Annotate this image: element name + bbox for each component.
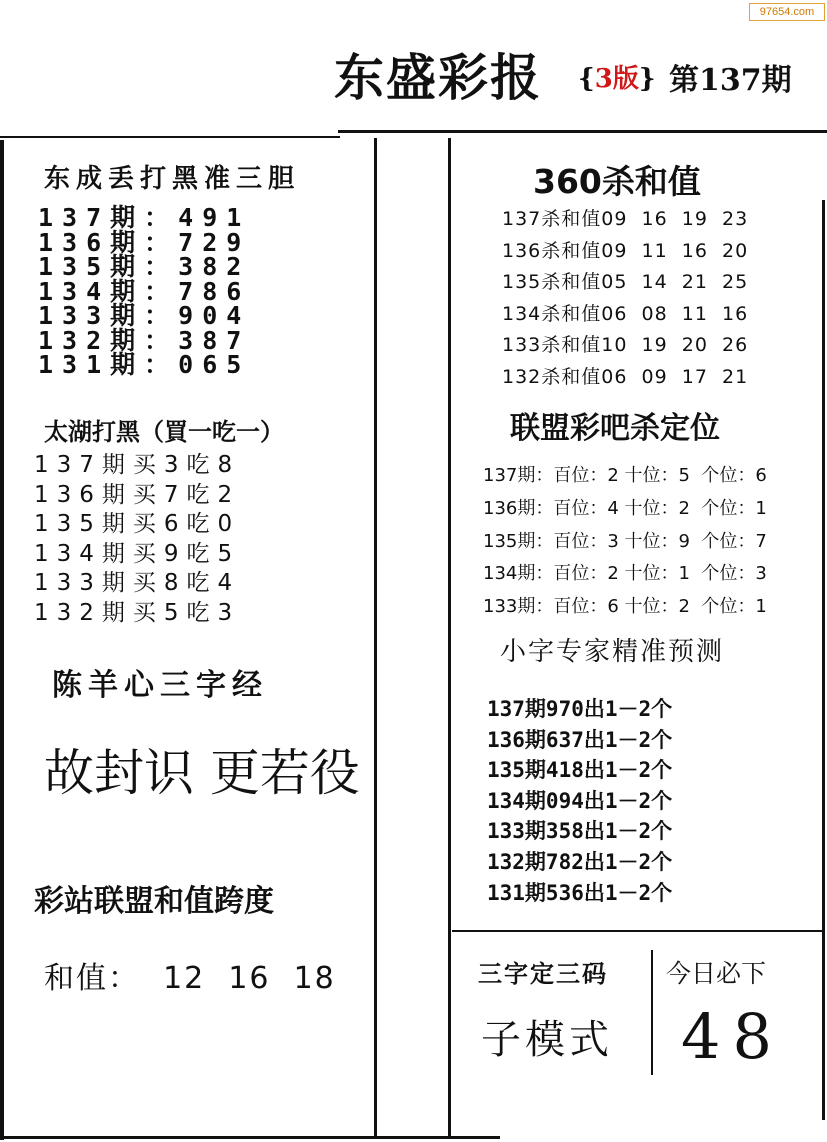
list-item: 134杀和值06 08 11 16 [502, 302, 749, 325]
list-item: 132期782出1－2个 [487, 849, 673, 874]
edition-brace-close: } [638, 64, 656, 94]
right-sec4-pick: 48 [681, 1000, 784, 1073]
right-sec2-title: 联盟彩吧杀定位 [510, 411, 720, 446]
edition-label [578, 58, 656, 95]
list-item: 131期536出1－2个 [487, 880, 673, 905]
list-item: 133期：百位：6 十位：2 个位：1 [483, 596, 767, 618]
list-item: 135期买6吃0 [34, 511, 241, 537]
left-sec2-list [34, 451, 240, 628]
list-item: 137期：491 [38, 203, 251, 232]
right-sec1-title: 360杀和值 [533, 162, 701, 201]
list-item: 137期970出1－2个 [487, 697, 673, 721]
list-item: 135期：百位：3 十位：9 个位：7 [483, 530, 767, 552]
list-item: 132期买5吃3 [34, 599, 241, 626]
list-item: 134期买9吃5 [34, 540, 241, 567]
column-divider-left [374, 138, 377, 1138]
list-item: 136期买7吃2 [34, 481, 241, 508]
right-sec4-title: 三字定三码 [478, 960, 608, 988]
list-item: 133杀和值10 19 20 26 [502, 334, 749, 357]
left-sec1-title: 东成丢打黑准三胆 [44, 164, 301, 194]
left-sec3-title: 陈羊心三字经 [52, 668, 268, 703]
list-item: 135期418出1－2个 [487, 758, 673, 783]
final-box-divider [651, 950, 653, 1075]
list-item: 137杀和值09 16 19 23 [502, 208, 749, 230]
list-item: 133期买8吃4 [34, 570, 241, 596]
right-bottom-rule [452, 930, 824, 932]
list-item: 131期：065 [38, 350, 251, 379]
list-item: 136期：729 [38, 227, 251, 257]
bottom-rule [0, 1136, 500, 1139]
list-item: 134期094出1－2个 [487, 788, 673, 813]
right-sec3-list [487, 694, 672, 908]
list-item: 137期买3吃8 [34, 452, 241, 478]
right-sec1-list [502, 204, 748, 394]
list-item: 135杀和值05 14 21 25 [502, 271, 749, 294]
list-item: 133期：904 [38, 301, 251, 330]
newspaper-title: 东盛彩报 [334, 49, 542, 107]
left-border [0, 140, 4, 1140]
site-watermark: 97654.com [749, 3, 825, 21]
list-item: 132杀和值06 09 17 21 [502, 365, 749, 388]
left-sec2-title: 太湖打黑（買一吃一） [44, 418, 284, 446]
list-item: 137期：百位：2 十位：5 个位：6 [483, 465, 767, 486]
frame-top-left [0, 136, 340, 138]
left-sec4-line: 和值： 12 16 18 [44, 961, 336, 996]
left-sec1-list [38, 203, 251, 379]
list-item: 136期637出1－2个 [487, 727, 673, 752]
right-sec4-title2: 今日必下 [666, 959, 767, 988]
edition-number: 3版 [594, 64, 639, 94]
edition-brace-open: { [578, 64, 595, 94]
left-sec4-title: 彩站联盟和值跨度 [34, 884, 274, 919]
right-sec4-sub: 子模式 [481, 1017, 613, 1063]
header-rule [338, 130, 827, 133]
list-item: 135期：382 [38, 252, 251, 281]
list-item: 136期：百位：4 十位：2 个位：1 [483, 497, 767, 519]
left-sec3-verse: 故封识 更若役 [44, 744, 360, 802]
list-item: 134期：786 [38, 276, 251, 306]
list-item: 136杀和值09 11 16 20 [502, 239, 749, 262]
right-border [822, 200, 825, 1120]
right-sec3-title: 小字专家精准预测 [500, 637, 725, 667]
list-item: 134期：百位：2 十位：1 个位：3 [483, 563, 767, 585]
list-item: 133期358出1－2个 [487, 819, 673, 844]
right-sec2-list [483, 460, 767, 624]
column-divider-right [448, 138, 451, 1138]
list-item: 132期：387 [38, 325, 251, 355]
issue-number: 第137期 [669, 63, 792, 98]
